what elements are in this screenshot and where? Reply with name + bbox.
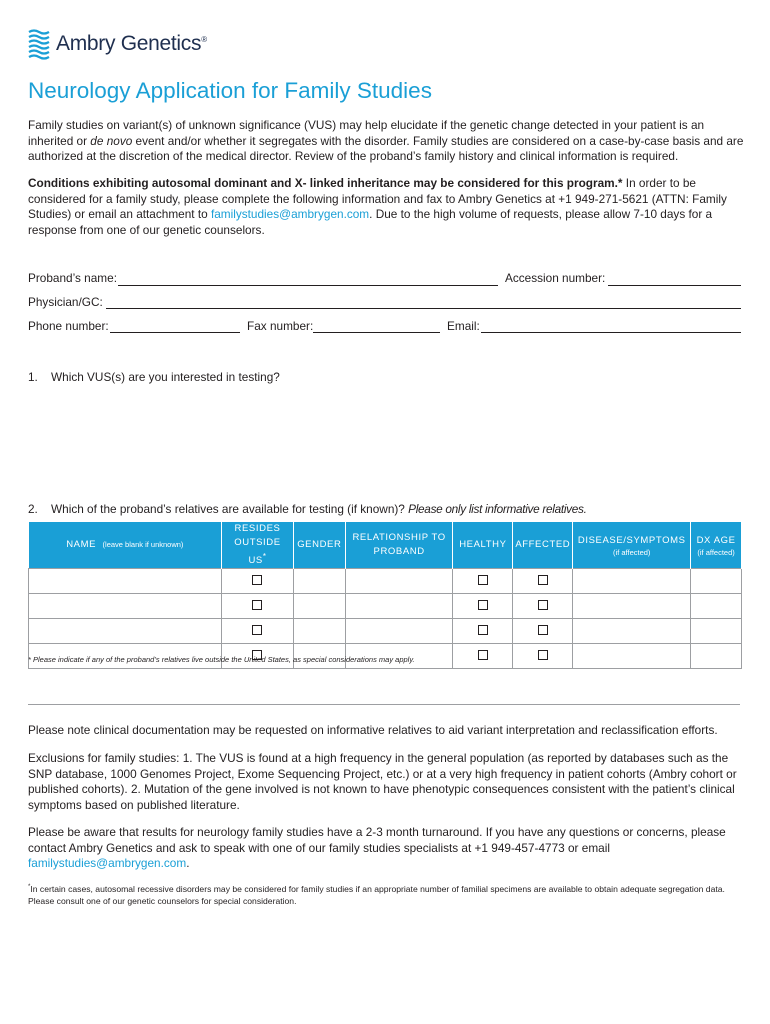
- question-1-number: 1.: [28, 370, 38, 384]
- recessive-note: [28, 881, 744, 908]
- conditions-text-b: . Due to the high volume of requests, please allow 7-10 days for a response from one of our genetic counselors.: [28, 207, 713, 237]
- col-resides-line2: OUTSIDE US: [234, 537, 281, 567]
- intro-text-a: Family studies on variant(s) of unknown significance (VUS) may help elucidate if the genetic change detected in your patient is an inherited or: [28, 118, 705, 148]
- resides-outside-us-checkbox[interactable]: [252, 575, 262, 585]
- healthy-checkbox[interactable]: [478, 575, 488, 585]
- resides-outside-us-checkbox[interactable]: [252, 625, 262, 635]
- healthy-checkbox[interactable]: [478, 625, 488, 635]
- question-2-number: 2.: [28, 502, 38, 516]
- col-resides-star: *: [262, 552, 267, 561]
- turnaround-end: .: [186, 856, 190, 871]
- exclusions-text: 1. The VUS is found at a high frequency in the general population (as reported by databases such as the SNP database, 1000 Genomes Project, Exome Sequencing Project, etc.) or at a very high frequency in patient cohorts (Ambry cohort or published cohorts). 2. Mutation of the gene involved is not known to have phenotypic consequences consistent with the patient’s clinical symptoms based on published literature.: [28, 751, 737, 812]
- resides-outside-us-cell[interactable]: [222, 619, 294, 644]
- gender-cell[interactable]: [293, 569, 345, 594]
- affected-cell[interactable]: [513, 644, 573, 669]
- outside-us-footnote: * Please indicate if any of the proband’s relatives live outside the United States, as special considerations may apply.: [28, 655, 415, 664]
- dx-age-cell[interactable]: [691, 594, 742, 619]
- intro-paragraph: [28, 118, 744, 165]
- turnaround-paragraph: [28, 825, 744, 872]
- fax-number-field[interactable]: [313, 332, 440, 333]
- col-healthy: HEALTHY: [453, 522, 513, 569]
- col-disease-label: DISEASE/SYMPTOMS: [577, 534, 686, 546]
- resides-outside-us-cell[interactable]: [222, 569, 294, 594]
- physician-label: Physician/GC:: [28, 295, 103, 309]
- healthy-checkbox[interactable]: [478, 650, 488, 660]
- question-2-main: Which of the proband’s relatives are available for testing (if known)?: [51, 502, 409, 516]
- dx-age-cell[interactable]: [691, 644, 742, 669]
- col-resides-line1: RESIDES: [234, 523, 281, 534]
- col-name: [29, 522, 222, 569]
- relatives-table: [28, 522, 742, 669]
- conditions-text-a: In order to be considered for a family study, please complete the following information and fax to Ambry Genetics at +1 949-271-5621 (ATTN: Family Studies) or email an attachment to: [28, 176, 727, 222]
- relationship-cell[interactable]: [345, 569, 453, 594]
- intro-de-novo: de novo: [90, 133, 133, 148]
- col-gender: GENDER: [293, 522, 345, 569]
- disease-symptoms-cell[interactable]: [573, 619, 691, 644]
- affected-cell[interactable]: [513, 594, 573, 619]
- registered-mark: ®: [201, 35, 207, 44]
- accession-number-label: Accession number:: [505, 271, 606, 285]
- exclusions-label: Exclusions for family studies:: [28, 751, 180, 765]
- phone-number-field[interactable]: [110, 332, 240, 333]
- relatives-table-header: [29, 522, 742, 569]
- relative-name-cell[interactable]: [29, 594, 222, 619]
- conditions-bold: Conditions exhibiting autosomal dominant and X- linked inheritance may be considered for this program.*: [28, 176, 623, 190]
- intro-text-b: event and/or whether it segregates with the disorder. Family studies are considered on a case-by-case basis and are authorized at the discretion of the medical director. Review of the proband’s family history and clinical information is required.: [28, 133, 744, 164]
- recessive-note-text: In certain cases, autosomal recessive disorders may be considered for family studies if an appropriate number of familial specimens are available to obtain adequate segregation data. Please consult one of our genetic counselors for special consideration.: [28, 883, 725, 907]
- healthy-cell[interactable]: [453, 569, 513, 594]
- recessive-note-star: *: [28, 884, 31, 890]
- fax-number-label: Fax number:: [247, 319, 314, 333]
- col-name-label: NAME: [66, 539, 97, 551]
- relative-row: [29, 594, 742, 619]
- ambry-wave-icon: [28, 28, 50, 60]
- col-relationship-line1: RELATIONSHIP TO: [352, 532, 446, 544]
- col-dx-note: (if affected): [697, 547, 735, 557]
- family-studies-email-link[interactable]: familystudies@ambrygen.com: [210, 207, 370, 222]
- relationship-cell[interactable]: [345, 619, 453, 644]
- gender-cell[interactable]: [293, 619, 345, 644]
- proband-name-field[interactable]: [118, 285, 498, 286]
- conditions-paragraph: [28, 176, 744, 238]
- relationship-cell[interactable]: [345, 594, 453, 619]
- affected-cell[interactable]: [513, 619, 573, 644]
- healthy-cell[interactable]: [453, 594, 513, 619]
- disease-symptoms-cell[interactable]: [573, 569, 691, 594]
- relative-name-cell[interactable]: [29, 619, 222, 644]
- brand-name: Ambry Genetics: [56, 32, 202, 55]
- question-1-text: Which VUS(s) are you interested in testing?: [51, 370, 280, 384]
- relative-name-cell[interactable]: [29, 569, 222, 594]
- question-2-emphasis: Please only list informative relatives.: [408, 502, 587, 516]
- question-2-text: [51, 502, 587, 516]
- resides-outside-us-cell[interactable]: [222, 594, 294, 619]
- col-relationship: [345, 522, 453, 569]
- turnaround-text: Please be aware that results for neurology family studies have a 2-3 month turnaround. If you have any questions or concerns, please contact Ambry Genetics and ask to speak with one of our family studies specialists at +1 949-457-4773 or email: [28, 825, 726, 855]
- turnaround-email-link[interactable]: familystudies@ambrygen.com: [28, 856, 187, 871]
- physician-field[interactable]: [106, 308, 741, 309]
- col-dx-age: [691, 522, 742, 569]
- col-resides-outside-us: [222, 522, 294, 569]
- relative-row: [29, 569, 742, 594]
- col-dx-label: DX AGE: [696, 534, 736, 546]
- section-divider: [28, 704, 740, 705]
- question-1-answer-area[interactable]: [51, 390, 741, 490]
- email-label: Email:: [447, 319, 480, 333]
- gender-cell[interactable]: [293, 594, 345, 619]
- relatives-table-body: [29, 569, 742, 669]
- page-title: Neurology Application for Family Studies: [28, 78, 432, 103]
- affected-cell[interactable]: [513, 569, 573, 594]
- proband-name-label: Proband’s name:: [28, 271, 117, 285]
- exclusions-paragraph: [28, 751, 744, 813]
- col-affected: AFFECTED: [513, 522, 573, 569]
- affected-checkbox[interactable]: [538, 625, 548, 635]
- col-name-note: (leave blank if unknown): [102, 540, 184, 550]
- affected-checkbox[interactable]: [538, 575, 548, 585]
- col-relationship-line2: PROBAND: [373, 546, 425, 558]
- brand-logo: [28, 28, 207, 60]
- healthy-cell[interactable]: [453, 644, 513, 669]
- phone-number-label: Phone number:: [28, 319, 109, 333]
- dx-age-cell[interactable]: [691, 569, 742, 594]
- dx-age-cell[interactable]: [691, 619, 742, 644]
- relative-row: [29, 619, 742, 644]
- resides-outside-us-checkbox[interactable]: [252, 600, 262, 610]
- affected-checkbox[interactable]: [538, 600, 548, 610]
- disease-symptoms-cell[interactable]: [573, 644, 691, 669]
- email-field[interactable]: [481, 332, 741, 333]
- healthy-cell[interactable]: [453, 619, 513, 644]
- accession-number-field[interactable]: [608, 285, 741, 286]
- affected-checkbox[interactable]: [538, 650, 548, 660]
- healthy-checkbox[interactable]: [478, 600, 488, 610]
- documentation-note: Please note clinical documentation may be requested on informative relatives to aid variant interpretation and reclassification efforts.: [28, 723, 718, 737]
- col-disease-note: (if affected): [613, 547, 651, 557]
- disease-symptoms-cell[interactable]: [573, 594, 691, 619]
- col-disease-symptoms: [573, 522, 691, 569]
